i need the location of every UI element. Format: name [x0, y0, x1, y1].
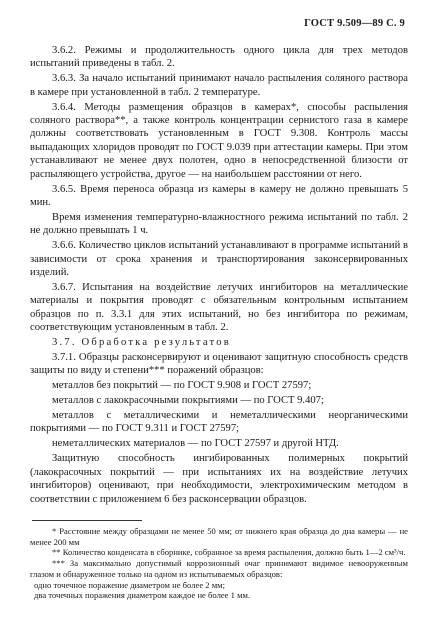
footnote-divider [32, 520, 142, 521]
footnote-3: *** За максимально допустимый коррозионный очаг принимают видимое невооруженным глазом и обнаруженное только на одном из испытываемых образцов: [30, 558, 408, 579]
paragraph-3-6-2: 3.6.2. Режимы и продолжительность одного цикла для трех методов испытаний приведены в табл. 2. [30, 45, 408, 70]
paragraph-protective-ability: Защитную способность ингибированных полимерных покрытий (лакокрасочных покрытий — при испытаниях их на воздействие летучих ингибиторов) оценивают, при необходимости, электрохимическим методом в соответствии с приложением 6 без расконсервации образцов. [30, 453, 408, 505]
footnote-3-item-1: одно точечное поражение диаметром не более 2 мм; [34, 579, 226, 590]
main-text [30, 44, 408, 507]
footnote-2: ** Количество конденсата в сборнике, собранное за время распыления, должно быть 1—2 см³/ч. [52, 547, 406, 558]
paragraph-time-change: Время изменения температурно-влажностного режима испытаний по табл. 2 не должно превышать 1 ч. [30, 211, 408, 237]
paragraph-3-6-5: 3.6.5. Время переноса образца из камеры в камеру не должно превышать 5 мин. [30, 183, 408, 208]
paragraph-3-6-3: 3.6.3. За начало испытаний принимают начало распыления соляного раствора в камере при установленной в табл. 2 температуре. [30, 73, 408, 98]
paragraph-3-6-4: 3.6.4. Методы размещения образцов в камерах*, способы распыления соляного раствора**, а также контроль концентрации сернистого газа в камере должны соответствовать установленным в ГОСТ 9.308. Контроль массы выпадающих хлоридов проводят по ГОСТ 9.039 при аттестации камеры. При этом устанавливают не менее двух полотен, одно в непосредственной близости от распыляющего устройства, другое — на наибольшем расстоянии от него. [30, 101, 408, 180]
section-heading-3-7: 3.7. Обработка результатов [52, 337, 231, 349]
paragraph-3-6-6: 3.6.6. Количество циклов испытаний устанавливают в программе испытаний в зависимости от срока хранения и транспортирования законсервированных изделий. [30, 240, 408, 278]
list-item-metals-coated: металлов с металлическими и неметаллическими неорганическими покрытиями — по ГОСТ 9.311 и ГОСТ 27597; [30, 410, 408, 435]
list-item-metals-paint: металлов с лакокрасочными покрытиями — по ГОСТ 9.407; [52, 395, 324, 407]
footnote-1: * Расстояние между образцами не менее 50 мм; от нижнего края образца до дна камеры — не менее 200 мм [30, 526, 408, 547]
list-item-nonmetals: неметаллических материалов — по ГОСТ 27597 и другой НТД. [52, 438, 339, 450]
footnote-3-item-2: два точечных поражения диаметром каждое не более 1 мм. [34, 590, 251, 601]
running-header: ГОСТ 9.509—89 С. 9 [304, 18, 405, 29]
footnotes [30, 526, 408, 601]
paragraph-3-7-1: 3.7.1. Образцы расконсервируют и оценивают защитную способность средств защиты по виду и степени*** поражений образцов: [30, 351, 408, 377]
list-item-metals-uncoated: металлов без покрытий — по ГОСТ 9.908 и ГОСТ 27597; [52, 380, 312, 392]
paragraph-3-6-7: 3.6.7. Испытания на воздействие летучих ингибиторов на металлические материалы и покрытия проводят с обязательным контрольным испытанием образцов по п. 3.3.1 для этих испытаний, но без ингибитора по режимам, соответствующим установленным в табл. 2. [30, 281, 408, 334]
